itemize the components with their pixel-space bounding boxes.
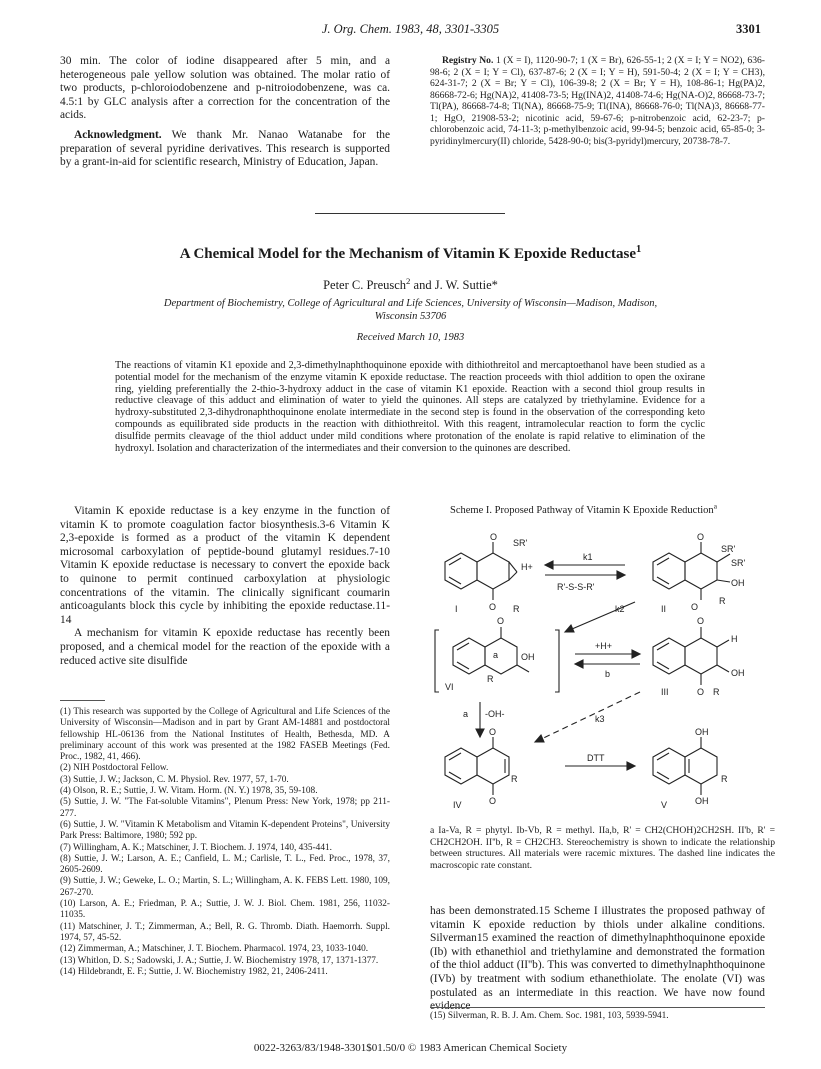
journal-header: J. Org. Chem. 1983, 48, 3301-3305: [321, 22, 500, 36]
structure-I: [445, 542, 517, 600]
label-oh-V: OH: [695, 727, 709, 737]
footnote: (9) Suttie, J. W.; Geweke, L. O.; Martin, S. L.; Willingham, A. K. FEBS Lett. 1980, 109, 267-270.: [60, 876, 390, 898]
article-title-text: A Chemical Model for the Mechanism of Vitamin K Epoxide Reductase: [179, 246, 637, 262]
label-oh2-V: OH: [695, 796, 709, 806]
body-left-column: [60, 505, 390, 668]
scheme-diagram: [425, 532, 770, 822]
footnote: (13) Whitlon, D. S.; Sadowski, J. A.; Suttie, J. W. Biochemistry 1978, 17, 1371-1377.: [60, 955, 379, 966]
footnote: (14) Hildebrandt, E. F.; Suttie, J. W. Biochemistry 1982, 21, 2406-2411.: [60, 966, 328, 977]
footnote: (11) Matschiner, J. T.; Zimmerman, A.; Bell, R. G. Thromb. Diath. Haemorrh. Suppl. 1974, 57, 45-52.: [60, 921, 390, 943]
label-h-III: H: [731, 634, 738, 644]
label-II: II: [661, 604, 667, 614]
acknowledgment-label: Acknowledgment.: [74, 128, 162, 141]
scheme-structures: [435, 542, 730, 795]
reaction-arrows: [476, 561, 640, 770]
label-r-VI: R: [487, 674, 494, 684]
label-V: V: [661, 800, 668, 810]
section-divider: [315, 213, 505, 214]
scheme-labels: [445, 532, 746, 810]
label-oh-III: OH: [731, 668, 745, 678]
page-footer: 0022-3263/83/1948-3301$01.50/0 © 1983 American Chemical Society: [253, 1042, 568, 1054]
acknowledgment: [60, 129, 390, 170]
author-footnote-mark: 2: [406, 275, 411, 286]
footnote: (4) Olson, R. E.; Suttie, J. W. Vitam. Horm. (N. Y.) 1978, 35, 59-108.: [60, 786, 318, 797]
affiliation: Department of Biochemistry, College of Agricultural and Life Sciences, University of Wisconsin—Madison, Madison, Wisconsin 53706: [163, 298, 658, 322]
structure-II: [653, 542, 730, 600]
label-r-II: R: [719, 596, 726, 606]
article-title: [0, 246, 821, 263]
footnote: (1) This research was supported by the College of Agricultural and Life Sciences of the University of Wisconsin—Madison and in part by Grant AM-14881 and postdoctoral fellowship HL-06136 from the National Institutes of Health, Bethesda, MD. A preliminary account of this work was presented at the 1982 FASEB Meetings (Fed. Proc., 1982, 41, 466).: [60, 707, 390, 763]
label-o-IV: O: [489, 727, 497, 737]
scheme-caption: a Ia-Va, R = phytyl. Ib-Vb, R = methyl. IIa,b, R' = CH2(CHOH)2CH2SH. II'b, R' = CH2CH2OH. II''b, R = CH2CH3. Stereochemistry is shown to indicate the relationship between structures. All materials were racemic mixtures. The dashed line indicates the macroscopic rate constant.: [430, 825, 775, 871]
footnote: (12) Zimmerman, A.; Matschiner, J. T. Biochem. Pharmacol. 1974, 23, 1033-1040.: [60, 944, 369, 955]
label-sr-II: SR': [721, 544, 736, 554]
author-1: Peter C. Preusch: [323, 278, 407, 292]
label-r-V: R: [721, 774, 728, 784]
label-o2-II: O: [691, 602, 699, 612]
scheme-title: [450, 501, 750, 518]
footnote: (3) Suttie, J. W.; Jackson, C. M. Physiol. Rev. 1977, 57, 1-70.: [60, 774, 289, 785]
label-o-II: O: [697, 532, 705, 542]
label-sr-I: SR': [513, 538, 528, 548]
experimental-paragraph: 30 min. The color of iodine disappeared after 5 min, and a heterogeneous pale yellow solution was obtained. The molar ratio of two products, p-chloroiodobenzene and p-nitroiodobenzene, was ca. 4.5:1 by GLC analysis after a correction for the concentration of the acids.: [60, 55, 390, 122]
label-III: III: [661, 687, 669, 697]
label-k3: k3: [595, 714, 605, 724]
label-VI: VI: [445, 682, 454, 692]
label-b: b: [605, 669, 611, 679]
footnote: (5) Suttie, J. W. "The Fat-soluble Vitamins", Plenum Press: New York, 1978; pp 211-277.: [60, 797, 390, 819]
right-footnote-rule: [430, 1007, 765, 1008]
article-authors: [0, 275, 821, 293]
page-number: 3301: [736, 22, 761, 36]
label-oh-II: OH: [731, 578, 745, 588]
footnote: (2) NIH Postdoctoral Fellow.: [60, 763, 169, 774]
scheme-title-text: Scheme I. Proposed Pathway of Vitamin K Epoxide Reduction: [450, 505, 714, 516]
label-reagent: R'-S-S-R': [557, 582, 595, 592]
label-o2-IV: O: [489, 796, 497, 806]
label-r-IV: R: [511, 774, 518, 784]
label-sr2-II: SR': [731, 558, 746, 568]
label-I: I: [455, 604, 458, 614]
structure-V: [653, 737, 717, 795]
label-a-VI: a: [493, 650, 499, 660]
label-o-VI: O: [497, 616, 505, 626]
author-2: and J. W. Suttie*: [410, 278, 498, 292]
registry-label: Registry No.: [442, 55, 494, 66]
title-footnote-mark: 1: [636, 244, 642, 255]
acknowledgment-text: We thank Mr. Nanao Watanabe for the preparation of several pyridine derivatives. This research is supported by a grant-in-aid for scientific research, Ministry of Education, Japan.: [60, 128, 390, 169]
label-oh-minus: -OH-: [485, 709, 505, 719]
label-r-I: R: [513, 604, 520, 614]
intro-paragraph-2: A mechanism for vitamin K epoxide reductase has recently been proposed, and a chemical model for the reaction of the epoxide with a reduced active site disulfide: [60, 627, 390, 667]
intro-paragraph-1: Vitamin K epoxide reductase is a key enzyme in the function of vitamin K to promote coagulation factor biosynthesis.3-6 Vitamin K 2,3-epoxide is formed as a product of the vitamin K dependent microsomal carboxylation of peptide-bound glutamyl residues.7-10 Vitamin K epoxide reductase is necessary to convert the epoxide back to quinone to permit continued carboxylation at physiologic concentrations of the vitamin. The clinically significant coumarin anticoagulants block this cycle by inhibiting the epoxide reductase.11-14: [60, 505, 390, 626]
registry-numbers: [430, 55, 765, 147]
label-o-I: O: [490, 532, 498, 542]
footnotes: [60, 707, 390, 978]
label-k1: k1: [583, 552, 593, 562]
structure-III: [653, 627, 729, 685]
footnote: (7) Willingham, A. K.; Matschiner, J. T. Biochem. J. 1974, 140, 435-441.: [60, 842, 332, 853]
label-a: a: [463, 709, 469, 719]
label-o-III: O: [697, 616, 705, 626]
scheme-title-mark: a: [713, 501, 717, 511]
right-footnote: (15) Silverman, R. B. J. Am. Chem. Soc. 1981, 103, 5939-5941.: [430, 1011, 669, 1021]
received-date: Received March 10, 1983: [356, 332, 465, 343]
label-dtt: DTT: [587, 753, 605, 763]
body-right-column: [430, 905, 765, 1014]
footnote-rule: [60, 700, 105, 701]
label-hp-I: H+: [521, 562, 533, 572]
right-paragraph: has been demonstrated.15 Scheme I illustrates the proposed pathway of vitamin K epoxide reduction by thiols under alkaline conditions. Silverman15 examined the reaction of dimethylnaphthoquinone epoxide (Ib) with ethanethiol and triethylamine and demonstrated the formation of the thiol adduct (II''b). This was converted to dimethylnaphthoquinone (IVb) by treatment with sodium ethanethiolate. The enolate (VI) was postulated as an intermediate in this reaction. We have now found: [430, 905, 765, 999]
footnote: (10) Larson, A. E.; Friedman, P. A.; Suttie, J. W. J. Biol. Chem. 1981, 256, 11032-11035.: [60, 899, 390, 921]
footnote: (8) Suttie, J. W.; Larson, A. E.; Canfield, L. M.; Carlisle, T. L., Fed. Proc., 1978, 37, 2605-2609.: [60, 853, 390, 876]
abstract: The reactions of vitamin K1 epoxide and 2,3-dimethylnaphthoquinone epoxide with dithiothreitol and mercaptoethanol have been studied as a potential model for the mechanism of the enzyme vitamin K epoxide reductase. The reaction proceeds with thiol addition to open the oxirane ring, yielding preferentially the 2-thio-3-hydroxy adduct in the case of vitamin K1 epoxide. Reaction with a second thiol group results in reductive cleavage of this adduct and elimination of water to yield the quinones. All steps are catalyzed by triethylamine. Evidence for a hydroxy-substituted 2,3-dihydronaphthoquinone enolate intermediate in the second step is found in the observation of the corresponding keto compounds as equilibrated side products in the reaction with dithiothreitol. With this reagent, intramolecular reaction to form the cyclic disulfide permits cleavage of the thiol adduct under mild conditions where protonation of the enolate is rapid relative to elimination of the hydroxyl. Isolation and characterization of the intermediates and their conversion to the quinones are described.: [115, 360, 705, 454]
label-o2-I: O: [489, 602, 497, 612]
top-left-column: [60, 55, 390, 170]
footnote: (6) Suttie, J. W. "Vitamin K Metabolism and Vitamin K-dependent Proteins", University Park Press: Baltimore, 1980; 592 pp.: [60, 819, 390, 842]
label-r-III: R: [713, 687, 720, 697]
registry-text: 1 (X = I), 1120-90-7; 1 (X = Br), 626-55-1; 2 (X = I; Y = NO2), 636-98-6; 2 (X = I; Y = Cl), 637-87-6; 2 (X = I; Y = H), 591-50-4; 2 (X = I; Y = CH3), 624-31-7; 2 (X = Br; Y = Cl), 106-39-8; 2 (X = Br; Y = H), 108-86-1; Hg(PA)2, 86668-72-6; Hg(NA)2, 41408-73-5; Hg(INA)2, 41408-74-6; Hg(NA-O)2, 86668-73-7; Tl(PA), 86668-74-8; Tl(NA), 86668-75-9; Tl(INA), 86668-76-0; Tl(NA)3, 86668-77-1; HgO, 21908-53-2; nicotinic acid, 59-67-6; p-nitrobenzoic acid, 62-23-7; p-chlorobenzoic acid, 74-11-3; p-methylbenzoic acid, 99-94-5; benzoic acid, 65-85-0; 3-pyridinylmercury(II) chloride, 5428-90-0; bis(3-pyridyl)mercury, 20738-78-7.: [430, 55, 766, 147]
label-k2: k2: [615, 604, 625, 614]
label-IV: IV: [453, 800, 462, 810]
label-oh-VI: OH: [521, 652, 535, 662]
structure-IV: [445, 737, 509, 795]
label-hplus: +H+: [595, 641, 613, 651]
label-o2-III: O: [697, 687, 705, 697]
